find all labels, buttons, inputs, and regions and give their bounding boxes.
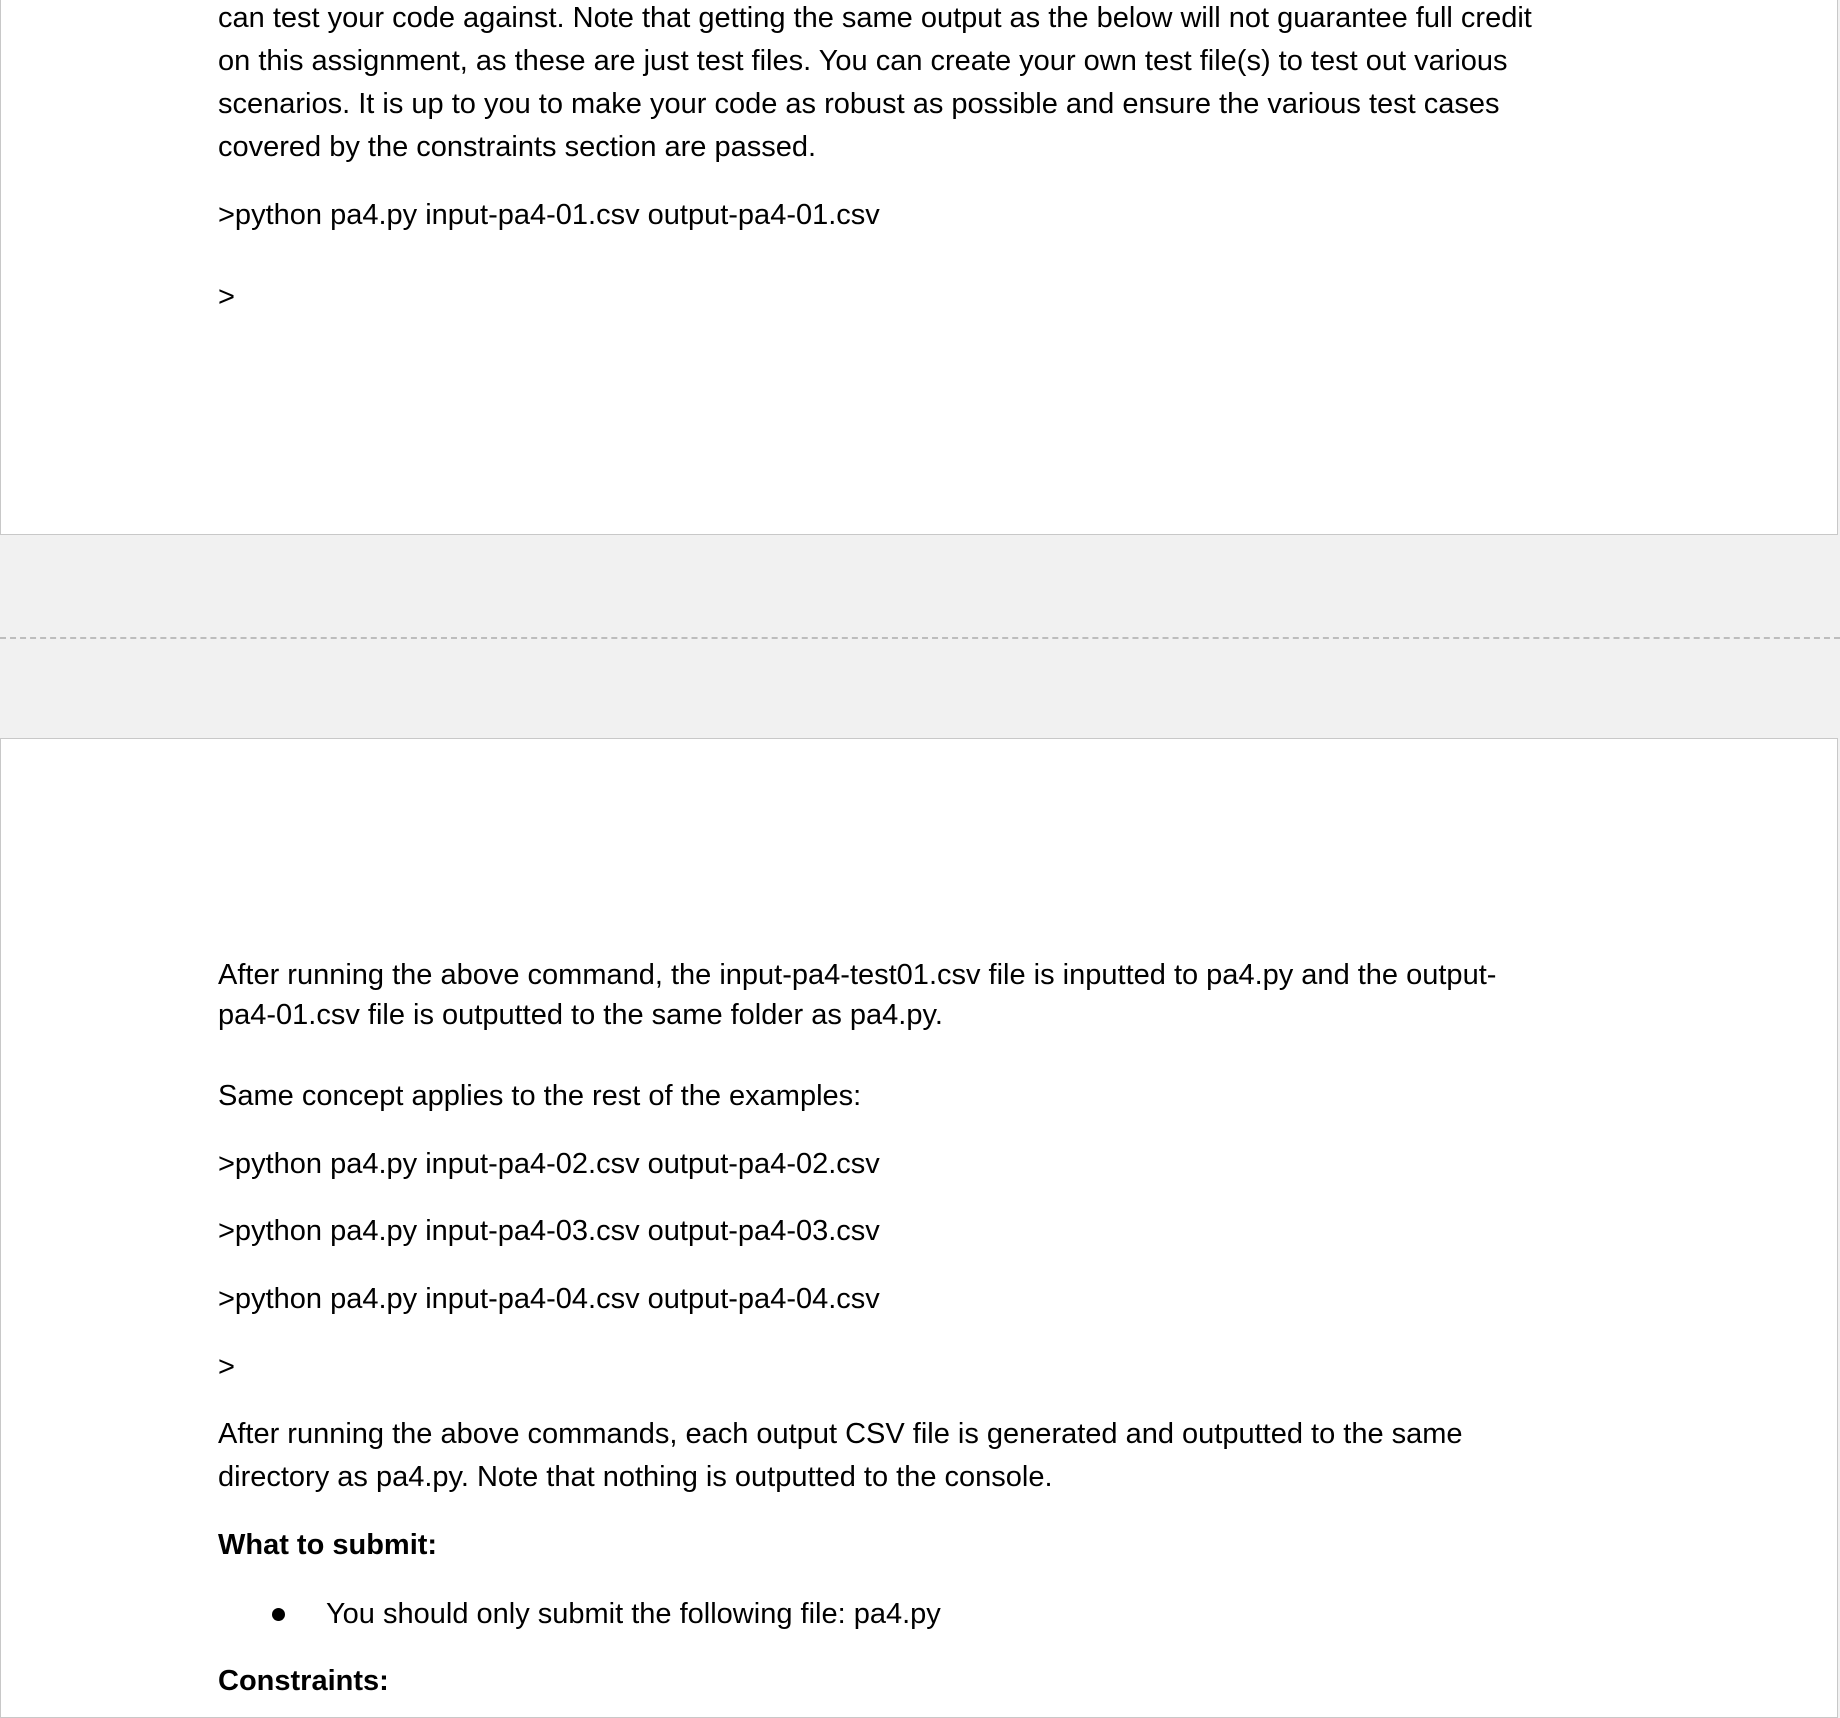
command-line-4: >python pa4.py input-pa4-04.csv output-pa4-04.csv — [218, 1283, 880, 1315]
after-commands-line-2: directory as pa4.py. Note that nothing is outputted to the console. — [218, 1461, 1053, 1493]
intro-line-1: can test your code against. Note that getting the same output as the below will not guarantee full credit — [218, 2, 1532, 34]
same-concept-text: Same concept applies to the rest of the examples: — [218, 1080, 862, 1112]
command-line-2: >python pa4.py input-pa4-02.csv output-pa4-02.csv — [218, 1148, 880, 1180]
command-line-1: >python pa4.py input-pa4-01.csv output-pa4-01.csv — [218, 199, 880, 231]
what-to-submit-heading: What to submit: — [218, 1529, 438, 1561]
after-command-line-1: After running the above command, the input-pa4-test01.csv file is inputted to pa4.py and the output- — [218, 959, 1497, 991]
after-command-line-2: pa4-01.csv file is outputted to the same folder as pa4.py. — [218, 999, 943, 1031]
intro-line-3: scenarios. It is up to you to make your code as robust as possible and ensure the various test cases — [218, 88, 1500, 120]
intro-line-4: covered by the constraints section are passed. — [218, 131, 817, 163]
command-line-3: >python pa4.py input-pa4-03.csv output-pa4-03.csv — [218, 1215, 880, 1247]
after-commands-line-1: After running the above commands, each output CSV file is generated and outputted to the same — [218, 1418, 1463, 1450]
bullet-icon — [272, 1608, 285, 1621]
page-break-divider — [0, 637, 1840, 639]
prompt-line-1: > — [218, 281, 235, 313]
submit-list-item: You should only submit the following file: pa4.py — [326, 1598, 941, 1630]
constraints-heading: Constraints: — [218, 1665, 389, 1697]
intro-line-2: on this assignment, as these are just test files. You can create your own test file(s) to test out various — [218, 45, 1508, 77]
prompt-line-2: > — [218, 1351, 235, 1383]
